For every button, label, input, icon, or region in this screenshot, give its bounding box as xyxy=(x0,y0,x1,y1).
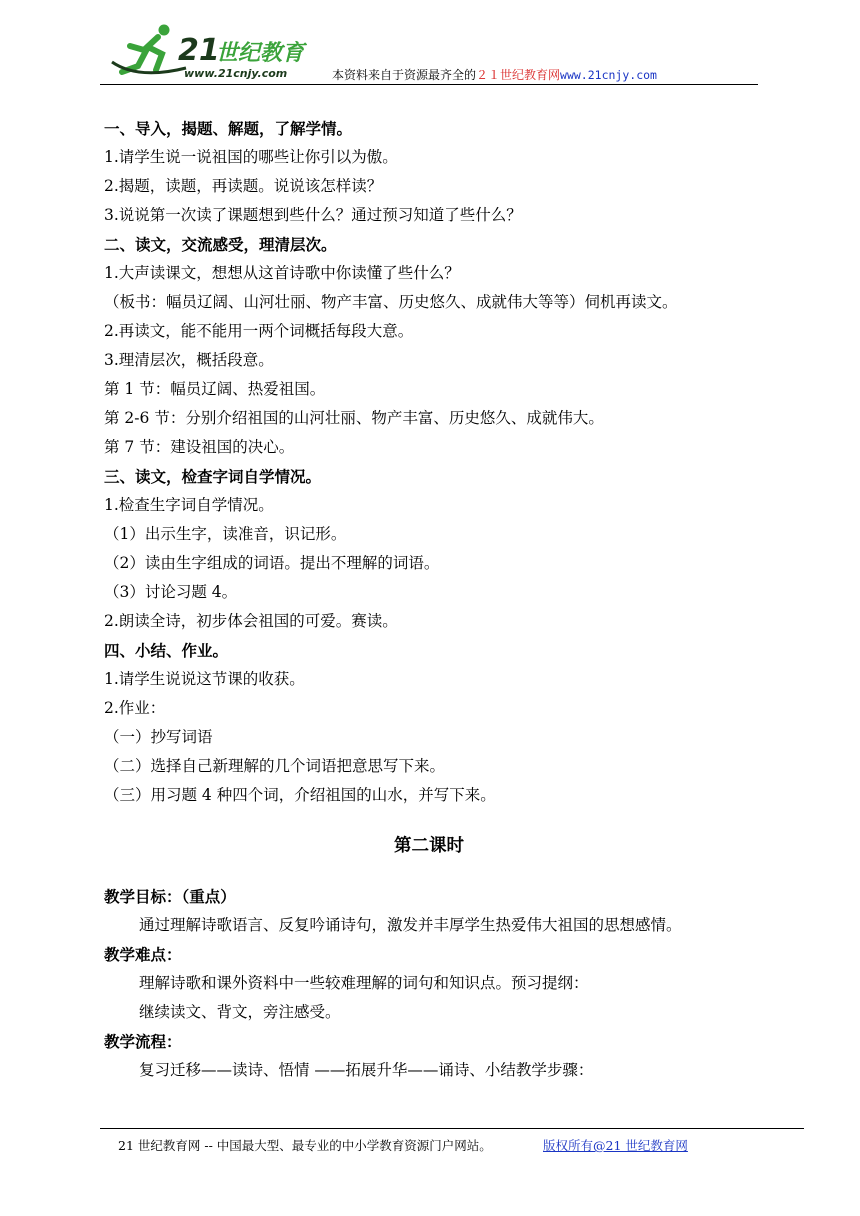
lesson-2-section xyxy=(104,882,764,1085)
text-line: （一）抄写词语 xyxy=(104,728,213,746)
text-line: （三）用习题 4 种四个词，介绍祖国的山水，并写下来。 xyxy=(104,786,496,804)
svg-text:21: 21 xyxy=(178,33,220,68)
section-heading: 四、小结、作业。 xyxy=(104,641,229,660)
text-line: 2.作业： xyxy=(104,699,166,717)
text-line: （1）出示生字，读准音，识记形。 xyxy=(104,525,347,543)
text-line: 3.说说第一次读了课题想到些什么？通过预习知道了些什么？ xyxy=(104,206,522,224)
text-line: 通过理解诗歌语言、反复吟诵诗句，激发并丰厚学生热爱伟大祖国的思想感情。 xyxy=(139,916,682,934)
svg-text:www.21cnjy.com: www.21cnjy.com xyxy=(184,67,288,80)
section-heading: 二、读文，交流感受，理清层次。 xyxy=(104,235,337,254)
text-line: （3）讨论习题 4。 xyxy=(104,583,238,601)
section-heading: 教学难点： xyxy=(104,945,182,964)
section-heading: 教学流程： xyxy=(104,1032,182,1051)
text-line: 第 7 节：建设祖国的决心。 xyxy=(104,438,295,456)
text-line: （2）读由生字组成的词语。提出不理解的词语。 xyxy=(104,554,440,572)
text-line: 1.检查生字词自学情况。 xyxy=(104,496,274,514)
text-line: 2.揭题，读题，再读题。说说该怎样读？ xyxy=(104,177,383,195)
text-line: 1.大声读课文，想想从这首诗歌中你读懂了些什么？ xyxy=(104,264,460,282)
document-body xyxy=(104,114,764,1085)
copyright-link[interactable]: 版权所有@21 世纪教育网 xyxy=(543,1138,688,1153)
text-line: 2.再读文，能不能用一两个词概括每段大意。 xyxy=(104,322,414,340)
text-line: 3.理清层次，概括段意。 xyxy=(104,351,274,369)
text-line: 继续读文、背文，旁注感受。 xyxy=(139,1003,341,1021)
text-line: （二）选择自己新理解的几个词语把意思写下来。 xyxy=(104,757,446,775)
page-footer xyxy=(118,1136,688,1154)
runner-body xyxy=(122,37,162,72)
lesson-1-section xyxy=(104,114,764,810)
header-rule xyxy=(100,84,758,85)
svg-text:世纪教育: 世纪教育 xyxy=(216,41,305,66)
text-line: 第 2-6 节：分别介绍祖国的山河壮丽、物产丰富、历史悠久、成就伟大。 xyxy=(104,409,604,427)
brand-name: ２１世纪教育网 xyxy=(476,68,561,82)
header-tagline: 本资料来自于资源最齐全的２１世纪教育网www.21cnjy.com xyxy=(332,68,657,82)
text-line: 2.朗读全诗，初步体会祖国的可爱。赛读。 xyxy=(104,612,398,630)
runner-head xyxy=(159,25,170,36)
text-line: 理解诗歌和课外资料中一些较难理解的词句和知识点。预习提纲： xyxy=(139,974,589,992)
text-line: 复习迁移——读诗、悟情 ——拓展升华——诵诗、小结教学步骤： xyxy=(139,1061,594,1079)
text-line: 1.请学生说一说祖国的哪些让你引以为傲。 xyxy=(104,148,398,166)
section-heading: 一、导入，揭题、解题，了解学情。 xyxy=(104,119,353,138)
footer-rule xyxy=(100,1128,804,1129)
site-logo xyxy=(108,20,318,84)
header-url[interactable]: www.21cnjy.com xyxy=(560,68,657,82)
lesson-2-title: 第二课时 xyxy=(394,836,464,856)
section-heading: 教学目标：（重点） xyxy=(104,887,236,906)
text-line: 第 1 节：幅员辽阔、热爱祖国。 xyxy=(104,380,326,398)
footer-text: 21 世纪教育网 -- 中国最大型、最专业的中小学教育资源门户网站。 xyxy=(118,1138,492,1153)
text-line: 1.请学生说说这节课的收获。 xyxy=(104,670,305,688)
text-line: （板书：幅员辽阔、山河壮丽、物产丰富、历史悠久、成就伟大等等）伺机再读文。 xyxy=(104,293,678,311)
section-heading: 三、读文，检查字词自学情况。 xyxy=(104,467,322,486)
page-header xyxy=(100,20,760,86)
